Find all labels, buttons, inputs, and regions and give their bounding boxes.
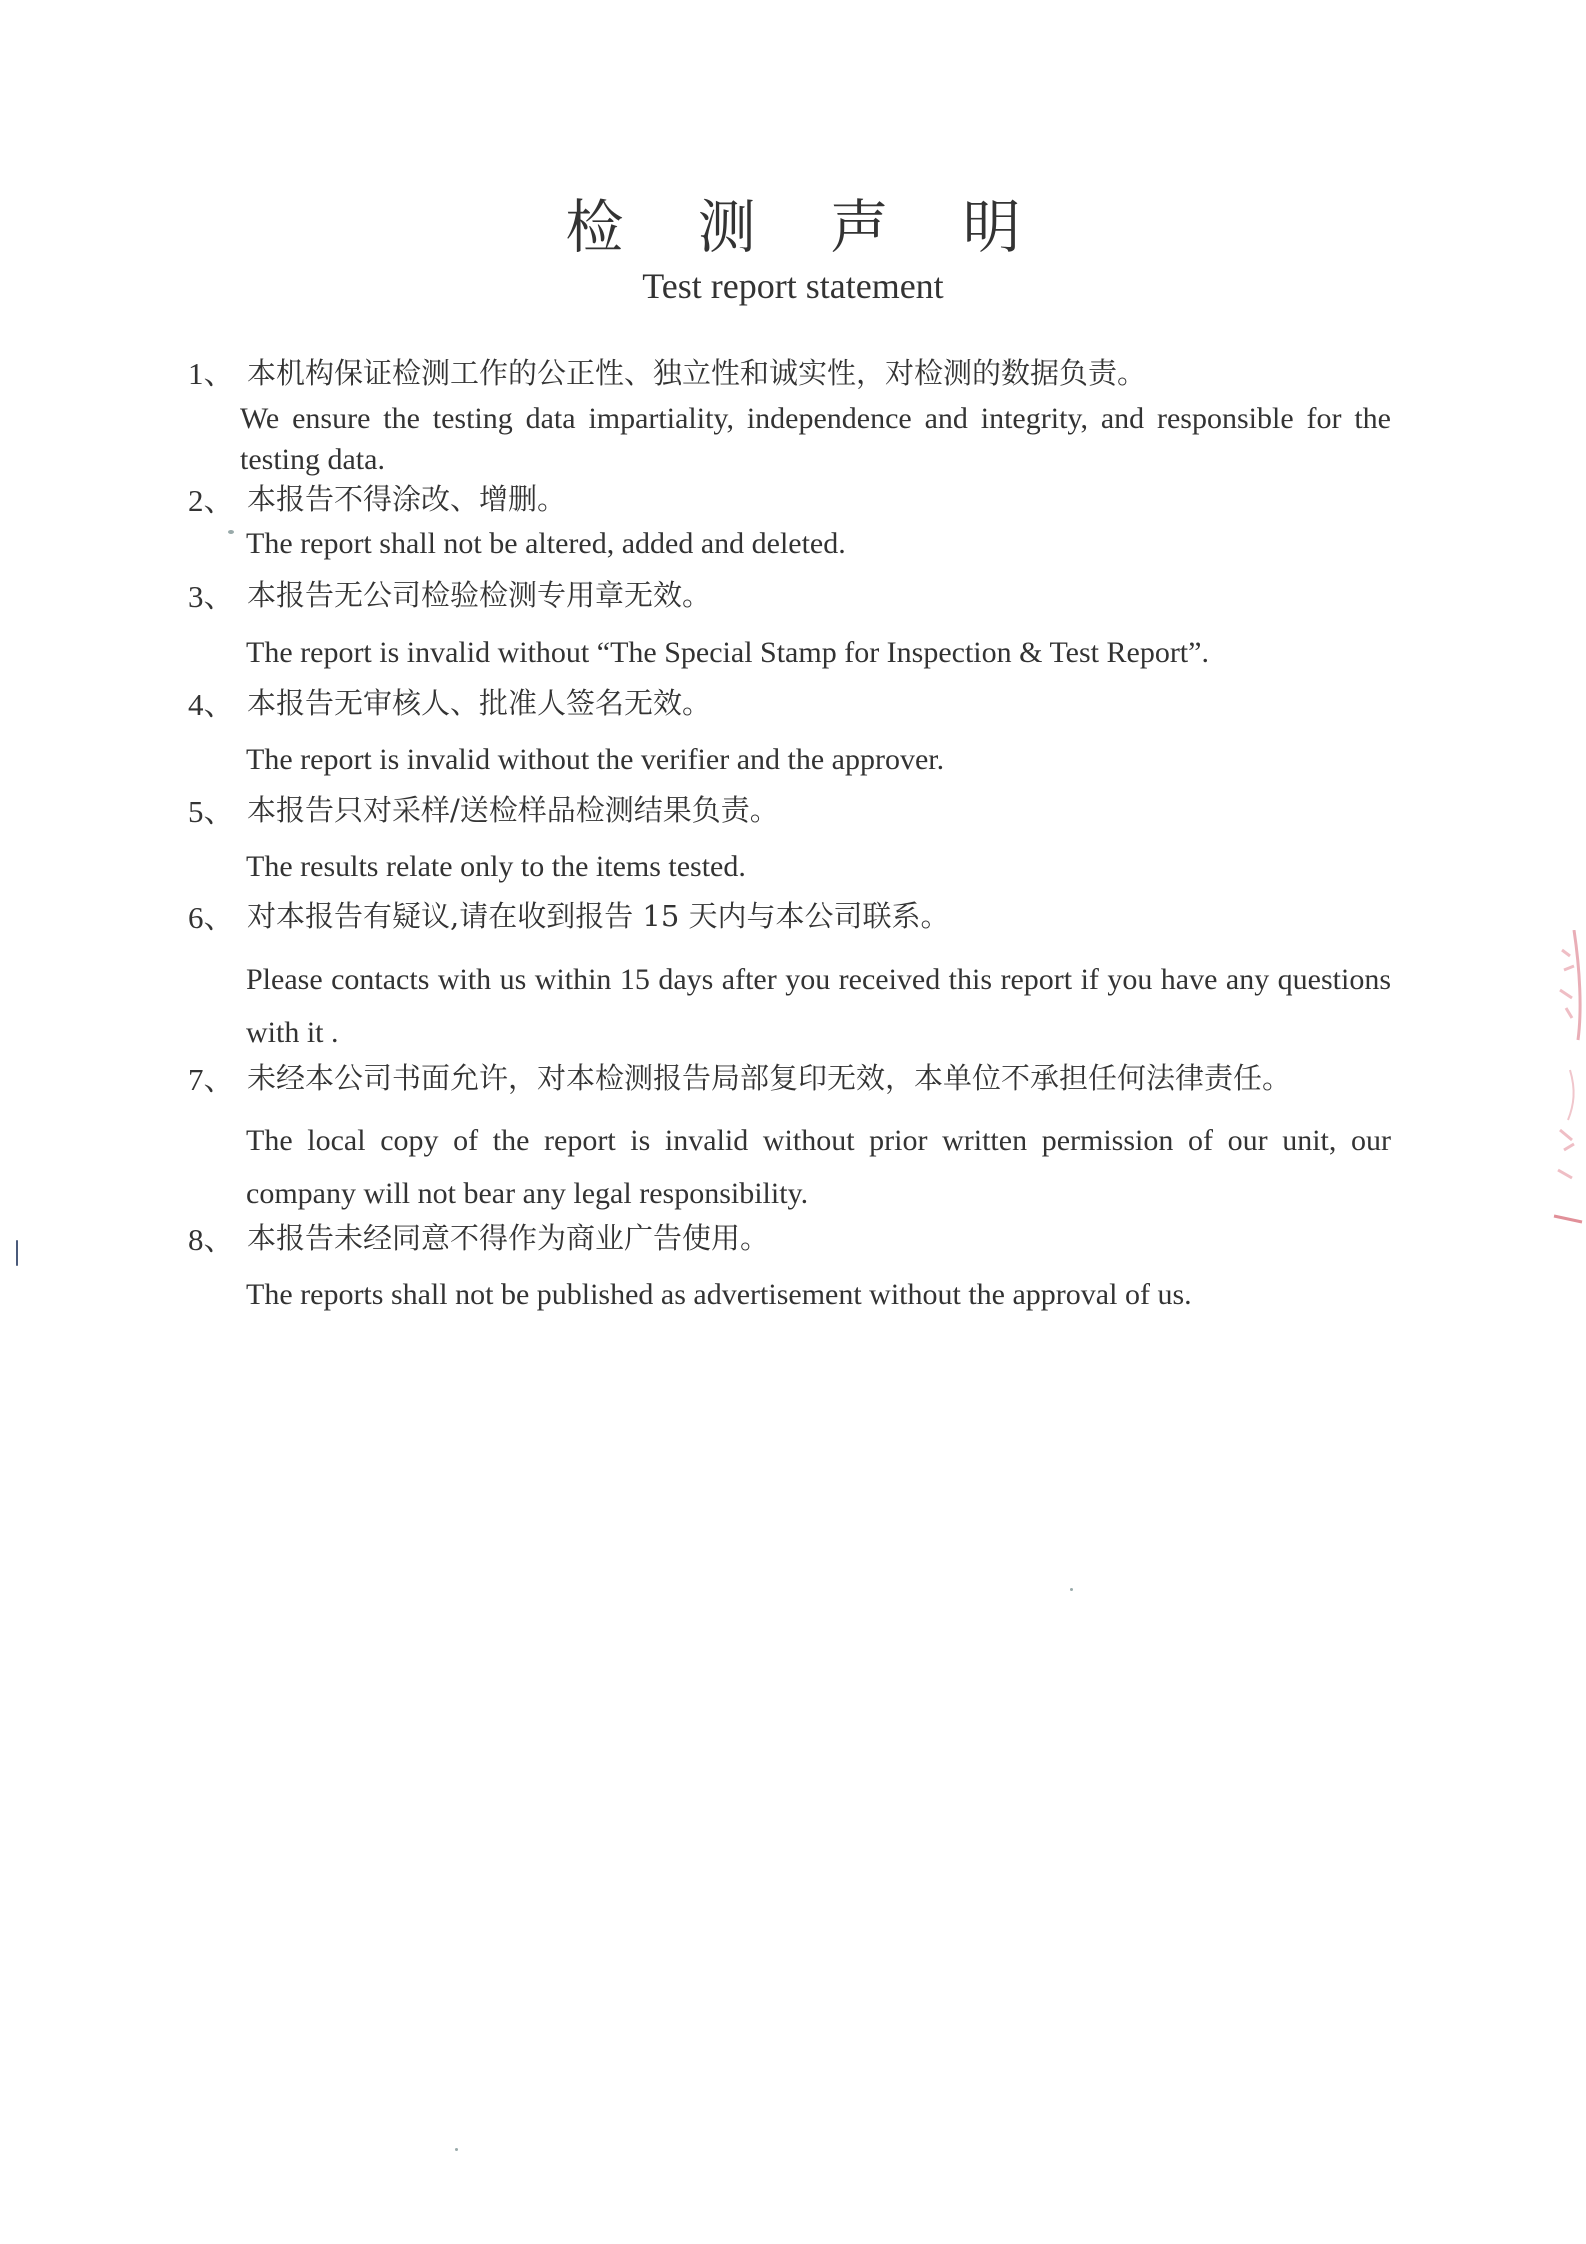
scan-speck (455, 2148, 458, 2151)
item-text-chinese: 本报告未经同意不得作为商业广告使用。 (247, 1221, 770, 1255)
scan-speck (1070, 1588, 1073, 1591)
item-text-chinese: 本报告只对采样/送检样品检测结果负责。 (247, 793, 779, 827)
item-text-english: The local copy of the report is invalid without prior written permission of our unit, our company will not bear any legal responsibility. (246, 1124, 1391, 1210)
item-text-chinese: 对本报告有疑议,请在收到报告 15 天内与本公司联系。 (247, 899, 950, 933)
item-text-english: Please contacts with us within 15 days after you received this report if you have any questions with it . (246, 963, 1391, 1049)
item-text-chinese: 本报告无审核人、批准人签名无效。 (247, 686, 712, 720)
red-seal-fragment (1552, 930, 1586, 1230)
item-text-chinese: 未经本公司书面允许，对本检测报告局部复印无效，本单位不承担任何法律责任。 (247, 1061, 1292, 1095)
item-number: 5、 (188, 794, 235, 829)
title-english: Test report statement (642, 266, 944, 306)
item-text-chinese: 本报告不得涂改、增删。 (247, 482, 567, 516)
item-number: 6、 (188, 900, 235, 935)
scan-edge-mark (16, 1240, 18, 1266)
item-text-english: The report is invalid without the verifier and the approver. (246, 743, 945, 776)
item-number: 2、 (188, 483, 235, 518)
item-text-chinese: 本机构保证检测工作的公正性、独立性和诚实性，对检测的数据负责。 (247, 356, 1147, 390)
title-chinese: 检 测 声 明 (565, 193, 1049, 261)
item-number: 4、 (188, 687, 235, 722)
item-number: 7、 (188, 1062, 235, 1097)
item-text-english: The report is invalid without “The Special Stamp for Inspection & Test Report”. (246, 636, 1209, 669)
item-text-chinese: 本报告无公司检验检测专用章无效。 (247, 578, 712, 612)
item-text-english: We ensure the testing data impartiality, independence and integrity, and responsible for the testing data. (240, 402, 1391, 476)
item-number: 1、 (188, 356, 235, 391)
item-number: 3、 (188, 579, 235, 614)
item-text-english: The report shall not be altered, added and deleted. (246, 527, 846, 560)
item-text-english: The results relate only to the items tested. (246, 850, 746, 883)
item-number: 8、 (188, 1222, 235, 1257)
scan-speck (228, 530, 234, 534)
item-text-english: The reports shall not be published as advertisement without the approval of us. (246, 1278, 1192, 1311)
